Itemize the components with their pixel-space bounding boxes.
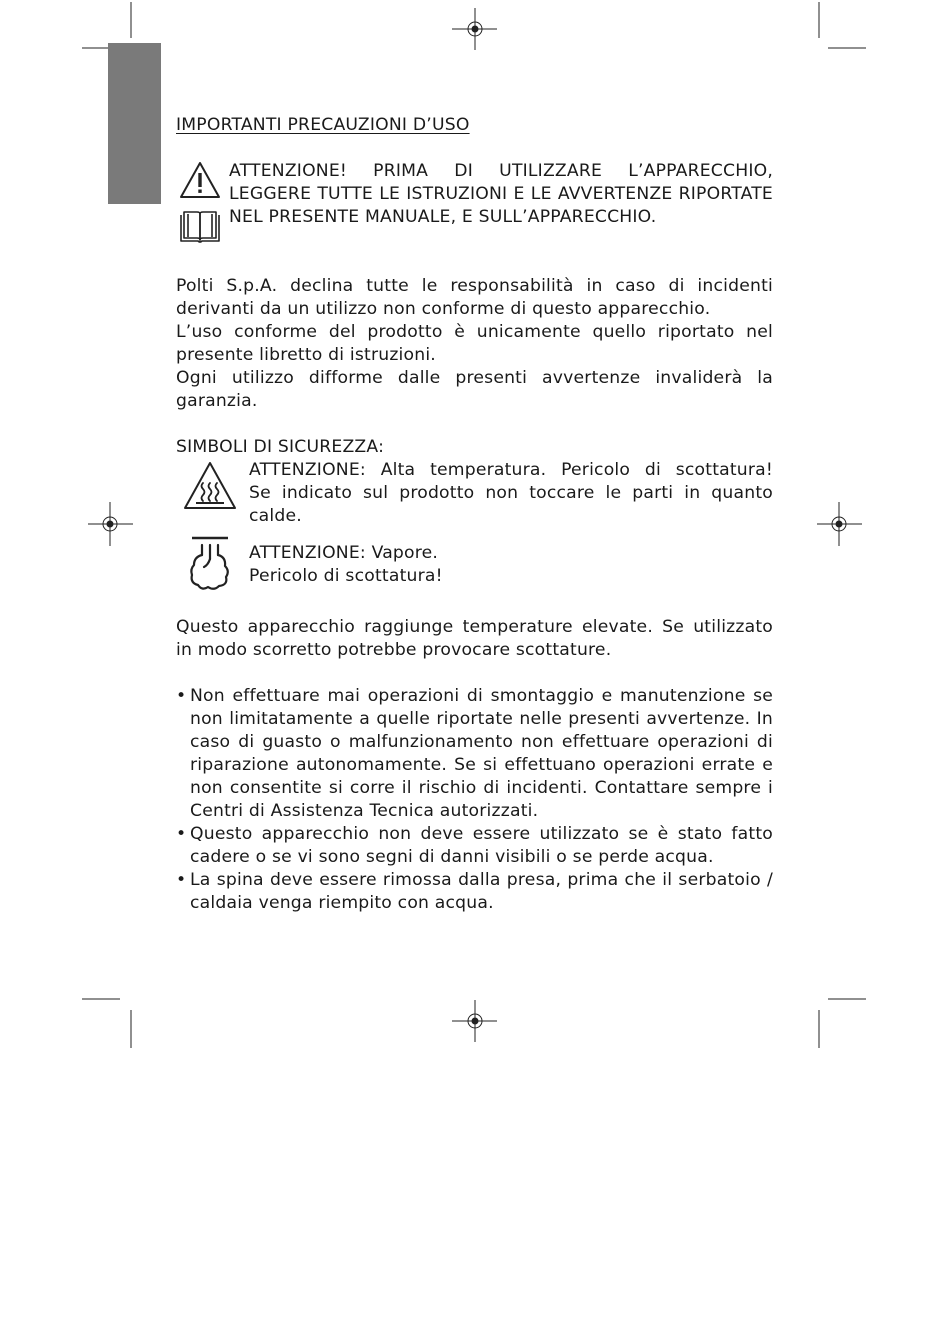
symbol-steam <box>176 542 773 600</box>
text-line: Polti S.p.A. declina tutte le responsabilità in caso di incidenti <box>176 276 773 296</box>
text-line: calde. <box>249 506 302 526</box>
language-tab <box>108 43 161 204</box>
symbols-heading: SIMBOLI DI SICUREZZA: <box>176 437 385 457</box>
manual-book-icon <box>178 209 222 245</box>
text-line: garanzia. <box>176 391 258 411</box>
text-line: L’uso conforme del prodotto è unicamente quello riportato nel <box>176 322 773 342</box>
temperature-note: Questo apparecchio raggiunge temperature elevate. Se utilizzato in modo scorretto potrebbe provocare scottature. <box>176 617 773 660</box>
steam-hand-icon <box>186 535 234 593</box>
text-line: Pericolo di scottatura! <box>249 566 443 586</box>
list-item: • La spina deve essere rimossa dalla presa, prima che il serbatoio / caldaia venga riempito con acqua. <box>176 869 773 915</box>
text-line: derivanti da un utilizzo non conforme di questo apparecchio. <box>176 299 711 319</box>
hot-surface-icon <box>182 460 238 512</box>
symbol-hot-surface <box>176 459 773 528</box>
precautions-list <box>176 685 773 915</box>
registration-mark-right <box>817 502 862 546</box>
text-line: ATTENZIONE: Vapore. <box>249 543 439 563</box>
document-page <box>176 114 773 915</box>
registration-mark-top <box>452 8 497 50</box>
text-line: Se indicato sul prodotto non toccare le parti in quanto <box>249 483 773 503</box>
text-line: ATTENZIONE: Alta temperatura. Pericolo di scottatura! <box>249 460 773 480</box>
warning-text: ATTENZIONE! PRIMA DI UTILIZZARE L’APPARECCHIO, LEGGERE TUTTE LE ISTRUZIONI E LE AVVERTENZE RIPORTATE NEL PRESENTE MANUALE, E SULL’APPARECCHIO. <box>229 161 773 227</box>
list-item: • Non effettuare mai operazioni di smontaggio e manutenzione se non limitatamente a quelle riportate nelle presenti avvertenze. In caso di guasto o malfunzionamento non effettuare operazioni di riparazione autonomamente. Se si effettuano operazioni errate e non consentite si corre il rischio di incidenti. Contattare sempre i Centri di Assistenza Tecnica autorizzati. <box>176 685 773 823</box>
warning-triangle-icon <box>178 160 222 200</box>
warning-icons <box>178 160 222 245</box>
registration-mark-left <box>88 502 133 546</box>
warning-box <box>176 160 773 252</box>
text-line: Ogni utilizzo difforme dalle presenti avvertenze invaliderà la <box>176 368 773 388</box>
section-title: IMPORTANTI PRECAUZIONI D’USO <box>176 115 470 135</box>
registration-mark-bottom <box>452 1000 497 1042</box>
list-item: • Questo apparecchio non deve essere utilizzato se è stato fatto cadere o se vi sono segni di danni visibili o se perde acqua. <box>176 823 773 869</box>
liability-paragraph <box>176 275 773 413</box>
text-line: presente libretto di istruzioni. <box>176 345 436 365</box>
